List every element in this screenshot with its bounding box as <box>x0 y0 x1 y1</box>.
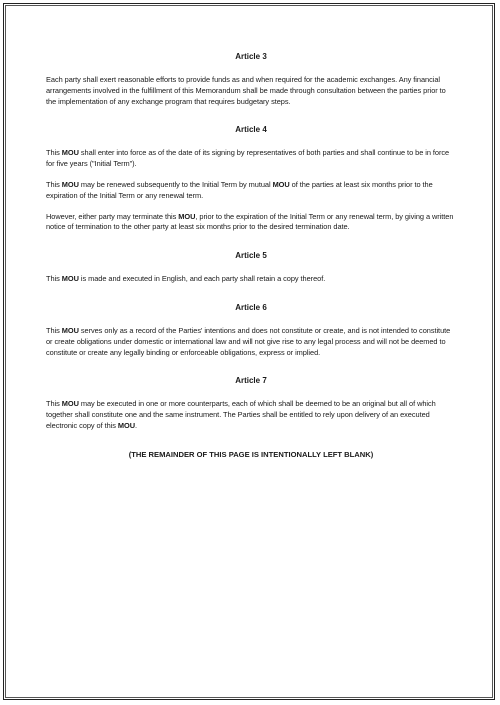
mou-term: MOU <box>178 211 196 221</box>
mou-term: MOU <box>61 179 79 189</box>
article-heading: Article 3 <box>235 52 267 61</box>
paragraph-text: This <box>46 148 62 158</box>
paragraph-text: , prior to the expiration of the Initial Term or any renewal term, by giving a written notice of termination to the other party at least six months prior to the desired termination date. <box>46 211 454 232</box>
article-section <box>46 251 456 285</box>
mou-term: MOU <box>61 399 79 409</box>
paragraph-text: shall enter into force as of the date of its signing by representatives of both parties and shall continue to be in force for five years ("Initial Term"). <box>46 148 450 169</box>
paragraph-text: This <box>46 399 62 409</box>
paragraph-text: Each party shall exert reasonable efforts to provide funds as and when required for the academic exchanges. Any financial arrangements involved in the fulfillment of this Memorandum shall be made through consultation between the parties prior to the implementation of any exchange program that requires budgetary steps. <box>46 75 446 106</box>
paragraph-text: of the parties at least six months prior to the expiration of the Initial Term or any renewal term. <box>46 179 433 200</box>
paragraph-text: This <box>46 274 62 284</box>
mou-term: MOU <box>61 148 79 158</box>
article-heading: Article 4 <box>235 125 267 135</box>
paragraph-text: . <box>135 420 138 430</box>
paragraph-text: is made and executed in English, and each party shall retain a copy thereof. <box>78 274 326 284</box>
mou-term: MOU <box>117 420 136 430</box>
article-heading: Article 6 <box>235 302 267 312</box>
mou-term: MOU <box>61 274 79 284</box>
article-paragraph <box>46 148 456 170</box>
article-paragraph <box>46 75 456 107</box>
mou-term: MOU <box>272 179 290 189</box>
article-paragraph <box>46 274 456 285</box>
paragraph-text: However, either party may terminate this <box>46 211 179 221</box>
article-paragraph <box>46 180 456 202</box>
paragraph-text: may be executed in one or more counterparts, each of which shall be deemed to be an original but all of which together shall constitute one and the same instrument. The Parties shall be entitled to rely upon delivery of an executed electronic copy of this <box>46 399 436 430</box>
closing-note: (THE REMAINDER OF THIS PAGE IS INTENTIONALLY LEFT BLANK) <box>128 449 374 459</box>
article-section <box>46 376 456 431</box>
article-section <box>46 52 456 107</box>
article-paragraph <box>46 399 456 431</box>
paragraph-text: serves only as a record of the Parties' intentions and does not constitute or create, and is not intended to constitute or create obligations under domestic or international law and will not give rise to any legal process and will not be deemed to constitute or create any legally binding or enforceable obligations, express or implied. <box>46 325 451 357</box>
article-heading: Article 7 <box>235 376 267 386</box>
article-section <box>46 125 456 233</box>
paragraph-text: This <box>46 325 62 335</box>
article-paragraph <box>46 326 456 358</box>
article-paragraph <box>46 212 456 234</box>
mou-term: MOU <box>61 325 79 335</box>
article-heading: Article 5 <box>235 251 267 261</box>
article-section <box>46 303 456 358</box>
paragraph-text: This <box>46 179 62 189</box>
document-body <box>46 52 456 460</box>
paragraph-text: may be renewed subsequently to the Initial Term by mutual <box>78 179 273 189</box>
articles-container <box>46 52 456 432</box>
